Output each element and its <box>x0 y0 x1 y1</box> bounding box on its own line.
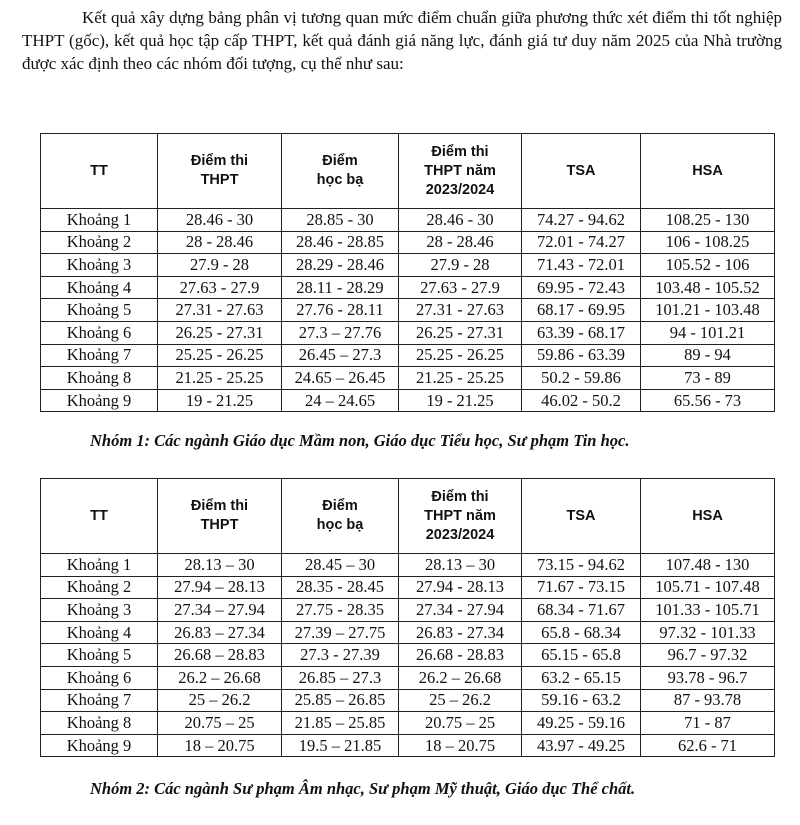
cell-tt: Khoảng 3 <box>41 599 158 622</box>
cell-thpt-2023: 26.2 – 26.68 <box>399 666 522 689</box>
cell-hoc-ba: 28.45 – 30 <box>282 554 399 577</box>
cell-tsa: 68.17 - 69.95 <box>522 299 641 322</box>
cell-tsa: 65.15 - 65.8 <box>522 644 641 667</box>
cell-hoc-ba: 28.29 - 28.46 <box>282 254 399 277</box>
cell-thpt: 20.75 – 25 <box>158 712 282 735</box>
percentile-table-group-1 <box>40 133 775 412</box>
cell-hsa: 106 - 108.25 <box>641 231 775 254</box>
cell-hoc-ba: 27.3 – 27.76 <box>282 321 399 344</box>
cell-tsa: 65.8 - 68.34 <box>522 621 641 644</box>
cell-hsa: 71 - 87 <box>641 712 775 735</box>
cell-tsa: 46.02 - 50.2 <box>522 389 641 412</box>
cell-thpt-2023: 27.31 - 27.63 <box>399 299 522 322</box>
cell-thpt: 27.31 - 27.63 <box>158 299 282 322</box>
cell-thpt: 28.46 - 30 <box>158 209 282 232</box>
table-row <box>41 599 775 622</box>
table-row <box>41 621 775 644</box>
cell-tsa: 72.01 - 74.27 <box>522 231 641 254</box>
table-row <box>41 689 775 712</box>
cell-tt: Khoảng 5 <box>41 644 158 667</box>
header-thpt-2023-2024: Điểm thi THPT năm 2023/2024 <box>399 479 522 554</box>
cell-thpt-2023: 19 - 21.25 <box>399 389 522 412</box>
cell-thpt-2023: 20.75 – 25 <box>399 712 522 735</box>
cell-tt: Khoảng 6 <box>41 321 158 344</box>
cell-thpt-2023: 28 - 28.46 <box>399 231 522 254</box>
cell-hoc-ba: 26.45 – 27.3 <box>282 344 399 367</box>
cell-hoc-ba: 27.75 - 28.35 <box>282 599 399 622</box>
cell-tt: Khoảng 1 <box>41 554 158 577</box>
cell-hsa: 101.33 - 105.71 <box>641 599 775 622</box>
cell-hoc-ba: 19.5 – 21.85 <box>282 734 399 757</box>
cell-thpt-2023: 25.25 - 26.25 <box>399 344 522 367</box>
cell-hoc-ba: 24.65 – 26.45 <box>282 367 399 390</box>
header-hsa: HSA <box>641 134 775 209</box>
header-diem-thi-thpt: Điểm thi THPT <box>158 134 282 209</box>
cell-hsa: 89 - 94 <box>641 344 775 367</box>
cell-tsa: 59.16 - 63.2 <box>522 689 641 712</box>
cell-tt: Khoảng 6 <box>41 666 158 689</box>
cell-hoc-ba: 27.3 - 27.39 <box>282 644 399 667</box>
table-caption-group-1: Nhóm 1: Các ngành Giáo dục Mầm non, Giáo dục Tiểu học, Sư phạm Tin học. <box>90 431 630 450</box>
cell-thpt-2023: 21.25 - 25.25 <box>399 367 522 390</box>
cell-tt: Khoảng 9 <box>41 389 158 412</box>
cell-hoc-ba: 28.11 - 28.29 <box>282 276 399 299</box>
table-row <box>41 666 775 689</box>
header-diem-hoc-ba: Điểm học bạ <box>282 134 399 209</box>
cell-hoc-ba: 26.85 – 27.3 <box>282 666 399 689</box>
cell-hsa: 96.7 - 97.32 <box>641 644 775 667</box>
cell-tsa: 63.39 - 68.17 <box>522 321 641 344</box>
cell-hsa: 94 - 101.21 <box>641 321 775 344</box>
table-row <box>41 299 775 322</box>
cell-hsa: 93.78 - 96.7 <box>641 666 775 689</box>
table-row <box>41 367 775 390</box>
percentile-table-group-2 <box>40 478 775 757</box>
cell-tt: Khoảng 5 <box>41 299 158 322</box>
cell-hoc-ba: 28.46 - 28.85 <box>282 231 399 254</box>
cell-tt: Khoảng 2 <box>41 576 158 599</box>
cell-tsa: 69.95 - 72.43 <box>522 276 641 299</box>
cell-thpt: 27.63 - 27.9 <box>158 276 282 299</box>
cell-hsa: 65.56 - 73 <box>641 389 775 412</box>
cell-thpt-2023: 26.83 - 27.34 <box>399 621 522 644</box>
table-row <box>41 554 775 577</box>
cell-hoc-ba: 28.85 - 30 <box>282 209 399 232</box>
cell-thpt: 18 – 20.75 <box>158 734 282 757</box>
cell-hsa: 101.21 - 103.48 <box>641 299 775 322</box>
cell-thpt: 27.34 – 27.94 <box>158 599 282 622</box>
table-row <box>41 734 775 757</box>
header-diem-thi-thpt: Điểm thi THPT <box>158 479 282 554</box>
cell-thpt: 26.2 – 26.68 <box>158 666 282 689</box>
table-row <box>41 576 775 599</box>
table-row <box>41 254 775 277</box>
cell-hoc-ba: 27.76 - 28.11 <box>282 299 399 322</box>
header-hsa: HSA <box>641 479 775 554</box>
cell-thpt-2023: 25 – 26.2 <box>399 689 522 712</box>
cell-thpt-2023: 27.9 - 28 <box>399 254 522 277</box>
cell-thpt: 26.83 – 27.34 <box>158 621 282 644</box>
cell-thpt: 27.94 – 28.13 <box>158 576 282 599</box>
cell-thpt: 19 - 21.25 <box>158 389 282 412</box>
cell-thpt: 21.25 - 25.25 <box>158 367 282 390</box>
table-row <box>41 209 775 232</box>
cell-hsa: 73 - 89 <box>641 367 775 390</box>
cell-hsa: 103.48 - 105.52 <box>641 276 775 299</box>
cell-thpt: 28.13 – 30 <box>158 554 282 577</box>
table-row <box>41 276 775 299</box>
cell-hsa: 107.48 - 130 <box>641 554 775 577</box>
table-header-row <box>41 479 775 554</box>
cell-thpt: 28 - 28.46 <box>158 231 282 254</box>
cell-hsa: 87 - 93.78 <box>641 689 775 712</box>
cell-thpt-2023: 18 – 20.75 <box>399 734 522 757</box>
table-header-row <box>41 134 775 209</box>
cell-hsa: 97.32 - 101.33 <box>641 621 775 644</box>
header-tt: TT <box>41 479 158 554</box>
cell-thpt-2023: 28.13 – 30 <box>399 554 522 577</box>
cell-thpt: 27.9 - 28 <box>158 254 282 277</box>
cell-tsa: 49.25 - 59.16 <box>522 712 641 735</box>
cell-thpt-2023: 27.63 - 27.9 <box>399 276 522 299</box>
cell-thpt-2023: 28.46 - 30 <box>399 209 522 232</box>
cell-tsa: 71.67 - 73.15 <box>522 576 641 599</box>
cell-hsa: 105.52 - 106 <box>641 254 775 277</box>
table-row <box>41 344 775 367</box>
cell-tt: Khoảng 3 <box>41 254 158 277</box>
cell-hsa: 108.25 - 130 <box>641 209 775 232</box>
cell-tt: Khoảng 4 <box>41 276 158 299</box>
cell-hsa: 62.6 - 71 <box>641 734 775 757</box>
cell-thpt-2023: 27.94 - 28.13 <box>399 576 522 599</box>
header-diem-hoc-ba: Điểm học bạ <box>282 479 399 554</box>
cell-thpt-2023: 27.34 - 27.94 <box>399 599 522 622</box>
cell-tsa: 50.2 - 59.86 <box>522 367 641 390</box>
cell-tt: Khoảng 7 <box>41 689 158 712</box>
cell-tt: Khoảng 4 <box>41 621 158 644</box>
cell-thpt-2023: 26.68 - 28.83 <box>399 644 522 667</box>
cell-hoc-ba: 24 – 24.65 <box>282 389 399 412</box>
cell-tt: Khoảng 9 <box>41 734 158 757</box>
cell-tsa: 63.2 - 65.15 <box>522 666 641 689</box>
cell-hoc-ba: 25.85 – 26.85 <box>282 689 399 712</box>
cell-tt: Khoảng 1 <box>41 209 158 232</box>
cell-tt: Khoảng 2 <box>41 231 158 254</box>
cell-hoc-ba: 28.35 - 28.45 <box>282 576 399 599</box>
cell-tt: Khoảng 8 <box>41 712 158 735</box>
cell-hoc-ba: 27.39 – 27.75 <box>282 621 399 644</box>
cell-tt: Khoảng 8 <box>41 367 158 390</box>
cell-hsa: 105.71 - 107.48 <box>641 576 775 599</box>
table-row <box>41 231 775 254</box>
cell-tsa: 73.15 - 94.62 <box>522 554 641 577</box>
cell-tsa: 74.27 - 94.62 <box>522 209 641 232</box>
cell-tsa: 43.97 - 49.25 <box>522 734 641 757</box>
cell-thpt: 25.25 - 26.25 <box>158 344 282 367</box>
intro-paragraph: Kết quả xây dựng bảng phân vị tương quan mức điểm chuẩn giữa phương thức xét điểm thi tốt nghiệp THPT (gốc), kết quả học tập cấp THPT, kết quả đánh giá năng lực, đánh giá tư duy năm 2025 của Nhà trường được xác định theo các nhóm đối tượng, cụ thể như sau: <box>22 8 782 73</box>
cell-tsa: 71.43 - 72.01 <box>522 254 641 277</box>
cell-thpt: 26.25 - 27.31 <box>158 321 282 344</box>
table-row <box>41 389 775 412</box>
table-row <box>41 644 775 667</box>
header-tt: TT <box>41 134 158 209</box>
cell-tsa: 68.34 - 71.67 <box>522 599 641 622</box>
cell-thpt: 25 – 26.2 <box>158 689 282 712</box>
table-row <box>41 321 775 344</box>
cell-tt: Khoảng 7 <box>41 344 158 367</box>
cell-hoc-ba: 21.85 – 25.85 <box>282 712 399 735</box>
cell-tsa: 59.86 - 63.39 <box>522 344 641 367</box>
header-tsa: TSA <box>522 134 641 209</box>
header-tsa: TSA <box>522 479 641 554</box>
table-row <box>41 712 775 735</box>
cell-thpt: 26.68 – 28.83 <box>158 644 282 667</box>
cell-thpt-2023: 26.25 - 27.31 <box>399 321 522 344</box>
header-thpt-2023-2024: Điểm thi THPT năm 2023/2024 <box>399 134 522 209</box>
table-caption-group-2: Nhóm 2: Các ngành Sư phạm Âm nhạc, Sư phạm Mỹ thuật, Giáo dục Thể chất. <box>90 779 636 798</box>
